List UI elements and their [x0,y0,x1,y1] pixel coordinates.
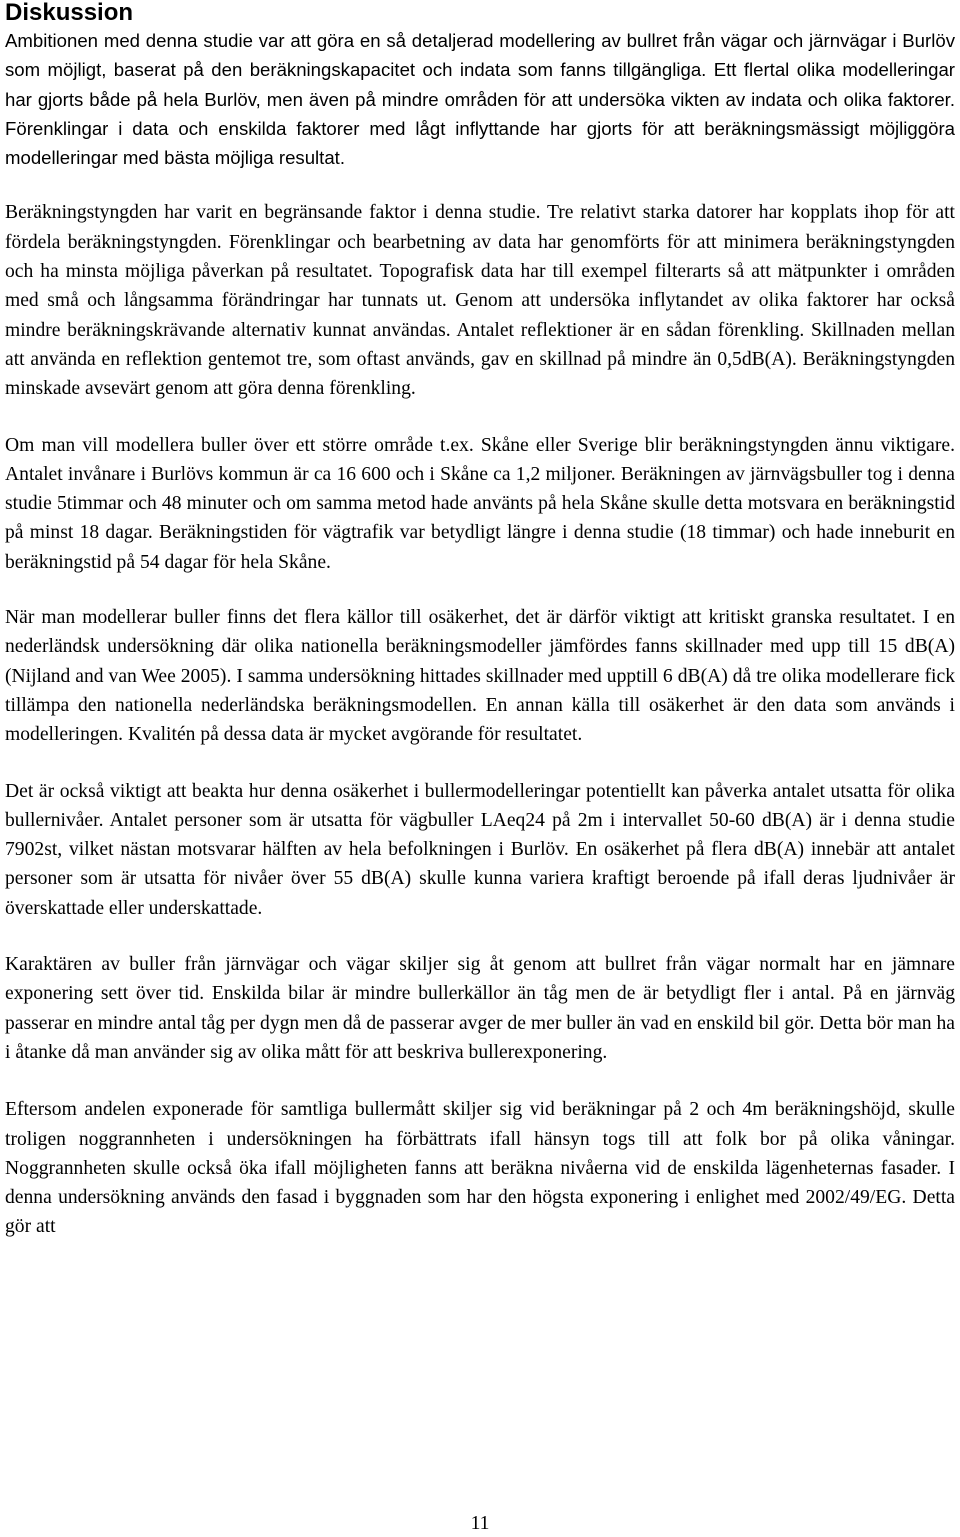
paragraph-calculation-height: Eftersom andelen exponerade för samtliga bullermått skiljer sig vid beräkningar på 2 och 4m beräkningshöjd, skulle troligen noggrannheten i undersökningen ha förbättrats ifall hänsyn togs till att folk bor på olika våningar. Noggrannheten skulle också öka ifall möjligheten fanns att beräkna nivåerna vid de enskilda lägenheternas fasader. I denna undersökning används den fasad i byggnaden som har den högsta exponering i enlighet med 2002/49/EG. Detta gör att [5,1099,955,1238]
paragraph-computation-load: Beräkningstyngden har varit en begränsande faktor i denna studie. Tre relativt starka datorer har kopplats ihop för att fördela beräkningstyngden. Förenklingar och bearbetning av data har genomförts för att minimera beräkningstyngden och ha minsta möjliga påverkan på resultatet. Topografisk data har till exempel filterarts så att mätpunkter i områden med små och långsamma förändringar har tunnats ut. Genom att undersöka inflytandet av olika faktorer har också mindre beräkningskrävande alternativ kunnat användas. Antalet reflektioner är en sådan förenkling. Skillnaden mellan att använda en reflektion gentemot tre, som oftast används, gav en skillnad på mindre än 0,5dB(A). Beräkningstyngden minskade avsevärt genom att göra denna förenkling. [5,202,955,400]
document-page [5,0,955,1242]
page-number: 11 [470,1513,490,1534]
paragraph-uncertainty: När man modellerar buller finns det flera källor till osäkerhet, det är därför viktigt att kritiskt granska resultatet. I en nederländsk undersökning där olika nationella beräkningsmodeller jämfördes fanns skillnader med upp till 15 dB(A) (Nijland and van Wee 2005). I samma undersökning hittades skillnader med upptill 6 dB(A) då tre olika modellerare fick tillämpa den nationella nederländska beräkningsmodellen. En annan källa till osäkerhet är den data som används i modelleringen. Kvalitén på dessa data är mycket avgörande för resultatet. [5,607,955,746]
paragraph-larger-area: Om man vill modellera buller över ett större område t.ex. Skåne eller Sverige blir beräkningstyngden ännu viktigare. Antalet invånare i Burlövs kommun är ca 16 600 och i Skåne ca 1,2 miljoner. Beräkningen av järnvägsbuller tog i denna studie 5timmar och 48 minuter och om samma metod hade använts på hela Skåne skulle detta motsvara en beräkningstid på minst 18 dagar. Beräkningstiden för vägtrafik var betydligt längre i denna studie (18 timmar) och hade inneburit en beräkningstid på 54 dagar för hela Skåne. [5,434,955,573]
paragraph-noise-character: Karaktären av buller från järnvägar och vägar skiljer sig åt genom att bullret från vägar normalt har en jämnare exponering sett över tid. Enskilda bilar är mindre bullerkällor än tåg men de är betydligt fler i antal. På en järnväg passerar en mindre antal tåg per dygn men då de passerar avger de mer buller än vad en enskild bil gör. Detta bör man ha i åtanke då man använder sig av olika mått för att beskriva bullerexponering. [5,954,955,1063]
paragraph-ambition: Ambitionen med denna studie var att göra en så detaljerad modellering av bullret från vägar och järnvägar i Burlöv som möjligt, baserat på den beräkningskapacitet och indata som fanns tillgängliga. Ett flertal olika modelleringar har gjorts både på hela Burlöv, men även på mindre områden för att undersöka vikten av indata och olika faktorer. Förenklingar i data och enskilda faktorer med lågt inflyttande har gjorts för att beräkningsmässigt möjliggöra modelleringar med bästa möjliga resultat. [5,30,955,169]
section-heading: Diskussion [5,0,134,26]
paragraph-exposure-impact: Det är också viktigt att beakta hur denna osäkerhet i bullermodelleringar potentiellt kan påverka antalet utsatta för olika bullernivåer. Antalet personer som är utsatta för vägbuller LAeq24 på 2m i intervallet 50-60 dB(A) är i denna studie 7902st, vilket nästan motsvarar hälften av hela befolkningen i Burlöv. En osäkerhet på flera dB(A) innebär att antalet personer som är utsatta för nivåer över 55 dB(A) skulle kunna variera kraftigt beroende på ifall deras ljudnivåer är överskattade eller underskattade. [5,780,955,919]
